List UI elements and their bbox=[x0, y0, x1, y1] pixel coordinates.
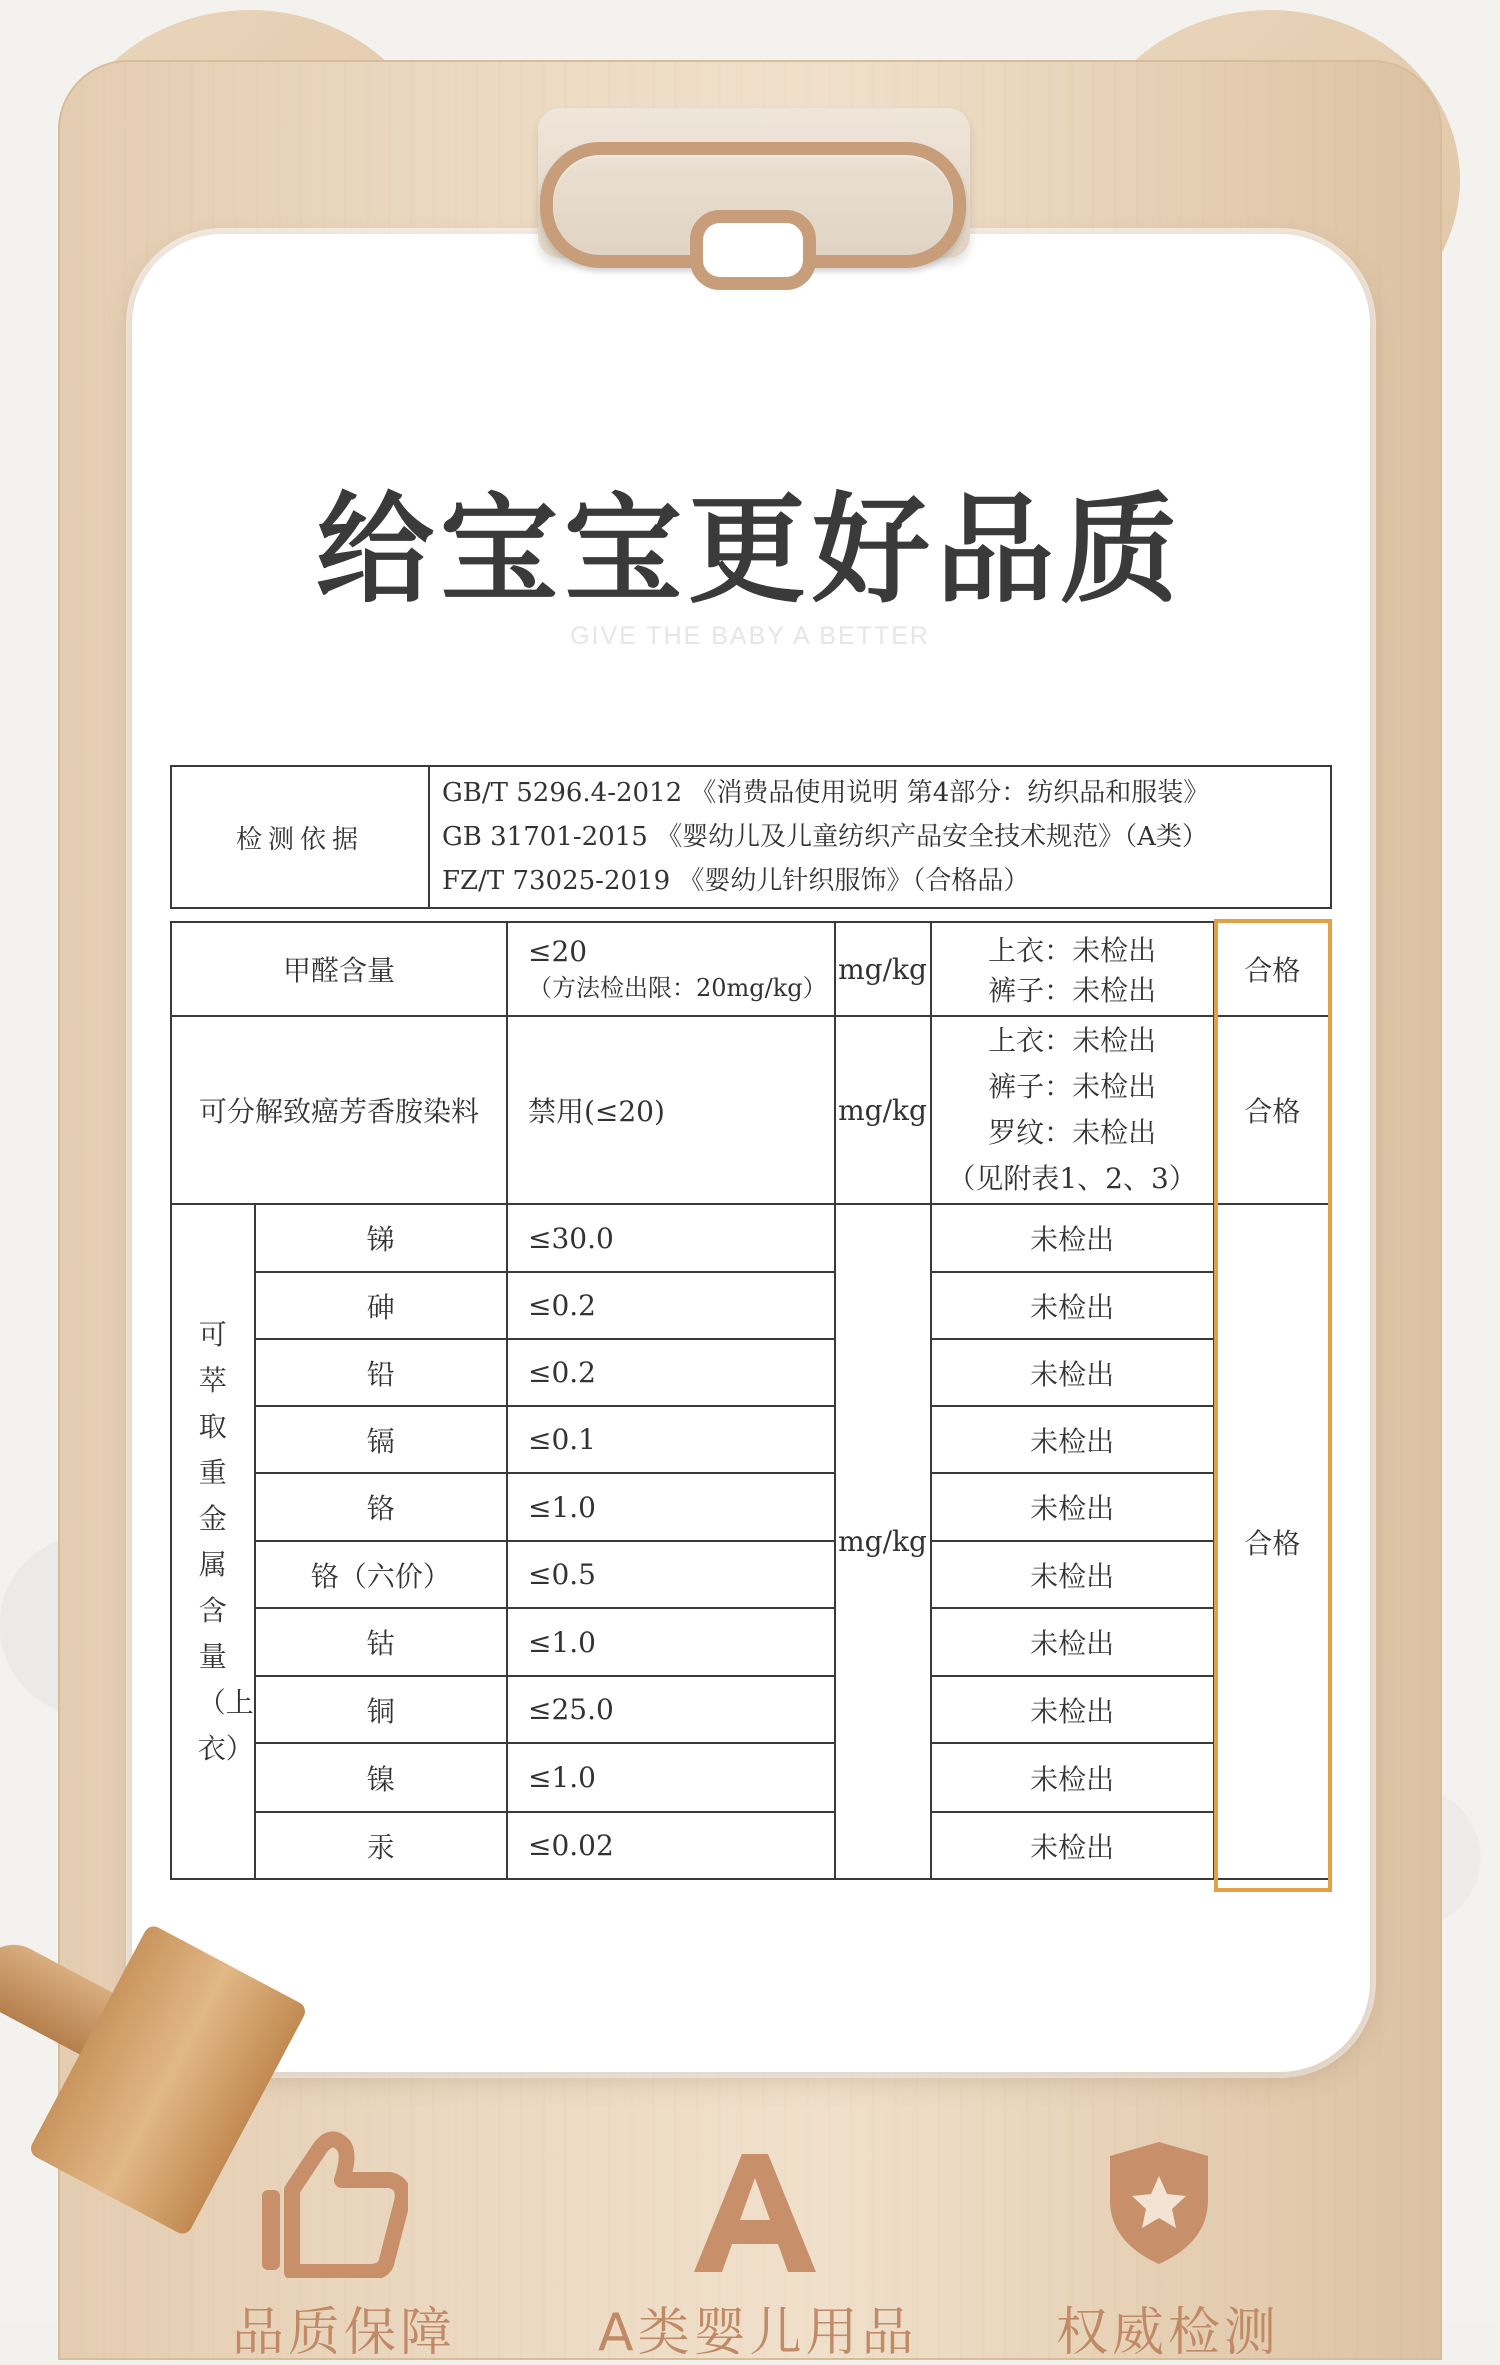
test-unit: mg/kg bbox=[835, 1016, 931, 1204]
metal-limit: ≤1.0 bbox=[507, 1608, 835, 1676]
metal-name: 砷 bbox=[255, 1272, 507, 1339]
metal-result: 未检出 bbox=[931, 1541, 1214, 1608]
table-row bbox=[171, 1541, 1331, 1608]
standards-table bbox=[170, 765, 1332, 909]
metal-unit: mg/kg bbox=[835, 1204, 931, 1879]
thumbs-up-icon bbox=[258, 2128, 408, 2278]
metal-limit: ≤1.0 bbox=[507, 1743, 835, 1812]
heavy-metal-group-label bbox=[171, 1204, 255, 1879]
metal-limit: ≤0.2 bbox=[507, 1339, 835, 1406]
table-row bbox=[171, 922, 1331, 1016]
table-row bbox=[171, 1743, 1331, 1812]
metal-name: 铜 bbox=[255, 1676, 507, 1743]
metal-limit: ≤1.0 bbox=[507, 1473, 835, 1541]
test-limit bbox=[507, 922, 835, 1016]
metal-limit: ≤30.0 bbox=[507, 1204, 835, 1272]
metal-result: 未检出 bbox=[931, 1812, 1214, 1879]
metal-limit: ≤0.1 bbox=[507, 1406, 835, 1473]
result-line: （见附表1、2、3） bbox=[947, 1162, 1197, 1195]
metal-limit: ≤0.2 bbox=[507, 1272, 835, 1339]
table-row bbox=[171, 1016, 1331, 1204]
result-line: 上衣：未检出 bbox=[988, 934, 1157, 967]
feature-label: A类婴儿用品 bbox=[598, 2303, 918, 2363]
table-row bbox=[171, 1608, 1331, 1676]
metal-result: 未检出 bbox=[931, 1608, 1214, 1676]
result-line: 上衣：未检出 bbox=[988, 1024, 1157, 1057]
metal-verdict: 合格 bbox=[1214, 1204, 1331, 1879]
metal-result: 未检出 bbox=[931, 1676, 1214, 1743]
standard-line: GB 31701-2015 《婴幼儿及儿童纺织产品安全技术规范》（A类） bbox=[442, 822, 1208, 852]
shield-star-icon bbox=[1104, 2138, 1214, 2268]
table-row bbox=[171, 1406, 1331, 1473]
page-subtitle: GIVE THE BABY A BETTER bbox=[570, 622, 930, 650]
test-verdict: 合格 bbox=[1214, 1016, 1331, 1204]
result-line: 罗纹：未检出 bbox=[988, 1116, 1157, 1149]
feature-label: 权威检测 bbox=[1056, 2303, 1281, 2363]
group-label-text: 可萃取重金属含量（上衣） bbox=[197, 1317, 254, 1765]
test-results bbox=[931, 922, 1214, 1016]
test-results bbox=[931, 1016, 1214, 1204]
metal-name: 铬（六价） bbox=[255, 1541, 507, 1608]
metal-name: 钴 bbox=[255, 1608, 507, 1676]
table-row bbox=[171, 1272, 1331, 1339]
standards-label: 检测依据 bbox=[171, 766, 429, 908]
test-limit: 禁用(≤20) bbox=[507, 1016, 835, 1204]
metal-limit: ≤0.5 bbox=[507, 1541, 835, 1608]
feature-label: 品质保障 bbox=[232, 2303, 457, 2363]
table-row bbox=[171, 1473, 1331, 1541]
limit-note: （方法检出限：20mg/kg） bbox=[527, 974, 827, 1002]
metal-result: 未检出 bbox=[931, 1204, 1214, 1272]
standard-line: GB/T 5296.4-2012 《消费品使用说明 第4部分：纺织品和服装》 bbox=[442, 778, 1210, 808]
metal-result: 未检出 bbox=[931, 1473, 1214, 1541]
table-row bbox=[171, 1339, 1331, 1406]
result-line: 裤子：未检出 bbox=[988, 1070, 1157, 1103]
metal-result: 未检出 bbox=[931, 1406, 1214, 1473]
metal-limit: ≤0.02 bbox=[507, 1812, 835, 1879]
metal-name: 锑 bbox=[255, 1204, 507, 1272]
standard-line: FZ/T 73025-2019 《婴幼儿针织服饰》（合格品） bbox=[442, 866, 1030, 896]
results-table bbox=[170, 921, 1332, 1880]
letter-a-icon bbox=[690, 2148, 820, 2278]
clip-notch bbox=[690, 210, 816, 290]
test-unit: mg/kg bbox=[835, 922, 931, 1016]
metal-result: 未检出 bbox=[931, 1743, 1214, 1812]
metal-name: 铬 bbox=[255, 1473, 507, 1541]
table-row bbox=[171, 1204, 1331, 1272]
test-verdict: 合格 bbox=[1214, 922, 1331, 1016]
result-line: 裤子：未检出 bbox=[988, 974, 1157, 1007]
test-name: 甲醛含量 bbox=[171, 922, 507, 1016]
metal-name: 镍 bbox=[255, 1743, 507, 1812]
metal-name: 镉 bbox=[255, 1406, 507, 1473]
limit-value: ≤20 bbox=[527, 935, 588, 968]
pass-highlight-box bbox=[1214, 919, 1332, 1892]
metal-result: 未检出 bbox=[931, 1272, 1214, 1339]
table-row bbox=[171, 1812, 1331, 1879]
page-title: 给宝宝更好品质 bbox=[315, 481, 1184, 619]
metal-name: 汞 bbox=[255, 1812, 507, 1879]
table-row bbox=[171, 1676, 1331, 1743]
standards-list bbox=[429, 766, 1331, 908]
metal-name: 铅 bbox=[255, 1339, 507, 1406]
test-name: 可分解致癌芳香胺染料 bbox=[171, 1016, 507, 1204]
metal-limit: ≤25.0 bbox=[507, 1676, 835, 1743]
metal-result: 未检出 bbox=[931, 1339, 1214, 1406]
